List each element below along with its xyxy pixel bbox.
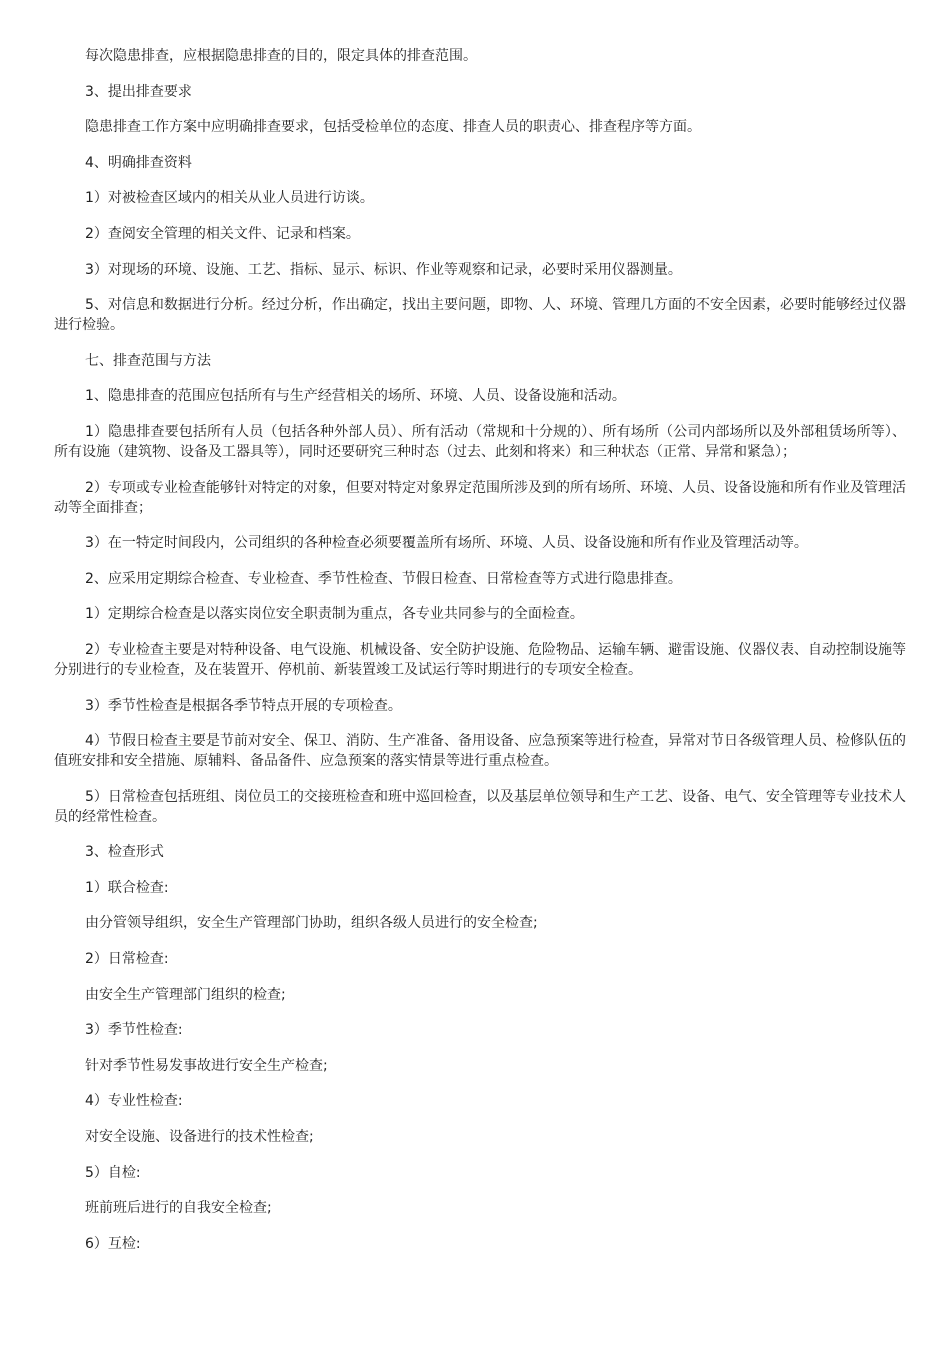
paragraph: 对安全设施、设备进行的技术性检查; [85,1129,314,1146]
list-item: 4）节假日检查主要是节前对安全、保卫、消防、生产准备、备用设备、应急预案等进行检查，异常对节日各级管理人员、检修队伍的值班安排和安全措施、原辅料、备品备件、应急预案的落实情景等进行重点检查。 [54,733,906,770]
list-item: 6）互检: [85,1235,141,1252]
list-item: 3）季节性检查: [85,1022,183,1039]
paragraph: 每次隐患排查，应根据隐患排查的目的，限定具体的排查范围。 [85,48,477,64]
paragraph: 隐患排查工作方案中应明确排查要求，包括受检单位的态度、排查人员的职责心、排查程序等方面。 [85,119,701,136]
paragraph: 2、应采用定期综合检查、专业检查、季节性检查、节假日检查、日常检查等方式进行隐患排查。 [85,570,682,587]
document-body [54,46,906,1269]
list-item: 5）自检: [85,1164,141,1181]
section-heading: 3、提出排查要求 [85,83,192,100]
chapter-heading: 七、排查范围与方法 [85,352,211,369]
list-item: 2）专业检查主要是对特种设备、电气设施、机械设备、安全防护设施、危险物品、运输车辆、避雷设施、仪器仪表、自动控制设施等分别进行的专业检查，及在装置开、停机前、新装置竣工及试运行等时期进行的专项安全检查。 [54,641,906,678]
list-item: 2）专项或专业检查能够针对特定的对象，但要对特定对象界定范围所涉及到的所有场所、环境、人员、设备设施和所有作业及管理活动等全面排查； [54,479,906,516]
section-heading: 4、明确排查资料 [85,154,192,171]
list-item: 1）对被检查区域内的相关从业人员进行访谈。 [85,190,374,207]
list-item: 1）隐患排查要包括所有人员（包括各种外部人员）、所有活动（常规和十分规的）、所有场所（公司内部场所以及外部租赁场所等）、所有设施（建筑物、设备及工器具等），同时还要研究三种时态（过去、此刻和将来）和三种状态（正常、异常和紧急）； [54,423,906,460]
list-item: 5）日常检查包括班组、岗位员工的交接班检查和班中巡回检查，以及基层单位领导和生产工艺、设备、电气、安全管理等专业技术人员的经常性检查。 [54,788,906,825]
list-item: 2）查阅安全管理的相关文件、记录和档案。 [85,225,360,242]
list-item: 1）定期综合检查是以落实岗位安全职责制为重点，各专业共同参与的全面检查。 [85,606,584,623]
section-heading: 3、检查形式 [85,844,164,861]
paragraph: 由安全生产管理部门组织的检查; [85,986,286,1003]
list-item: 3）在一特定时间段内，公司组织的各种检查必须要覆盖所有场所、环境、人员、设备设施和所有作业及管理活动等。 [85,535,808,552]
paragraph: 班前班后进行的自我安全检查; [85,1200,272,1217]
paragraph: 针对季节性易发事故进行安全生产检查; [85,1057,328,1074]
list-item: 3）季节性检查是根据各季节特点开展的专项检查。 [85,697,402,714]
list-item: 4）专业性检查: [85,1093,183,1110]
paragraph: 由分管领导组织，安全生产管理部门协助，组织各级人员进行的安全检查; [85,915,538,932]
list-item: 2）日常检查: [85,951,169,968]
list-item: 1）联合检查: [85,879,169,896]
paragraph: 5、对信息和数据进行分析。经过分析，作出确定，找出主要问题，即物、人、环境、管理几方面的不安全因素，必要时能够经过仪器进行检验。 [54,297,906,334]
list-item: 3）对现场的环境、设施、工艺、指标、显示、标识、作业等观察和记录，必要时采用仪器测量。 [85,261,682,278]
paragraph: 1、隐患排查的范围应包括所有与生产经营相关的场所、环境、人员、设备设施和活动。 [85,388,626,405]
